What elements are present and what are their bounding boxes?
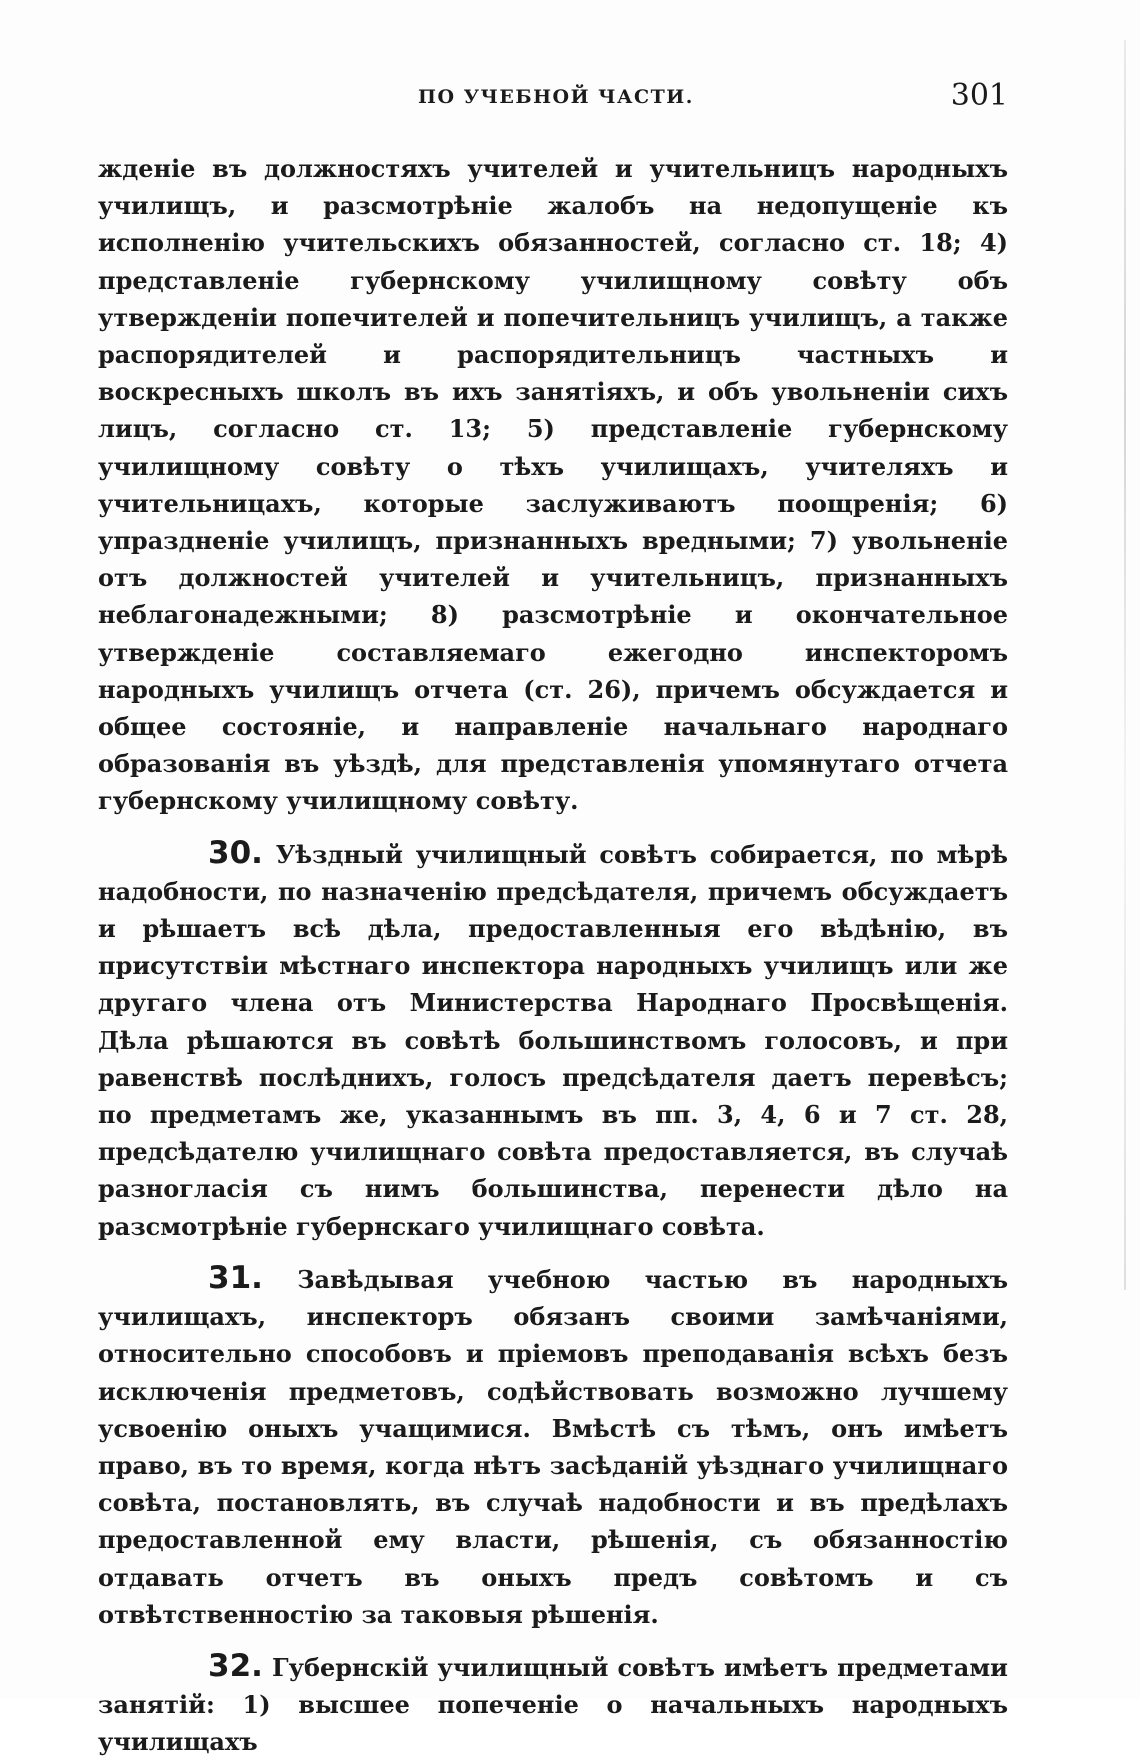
running-head — [98, 80, 1008, 120]
body-text — [98, 150, 1008, 1761]
section-number: 30. — [208, 834, 263, 871]
scan-edge-line — [1124, 40, 1126, 1290]
running-title: ПО УЧЕБНОЙ ЧАСТИ. — [418, 86, 694, 108]
paragraph-continuation — [98, 150, 1008, 820]
paragraph-text: Губернскій училищный совѣтъ имѣетъ предметами занятій: 1) высшее попеченіе о начальныхъ народныхъ училищахъ — [98, 1652, 1008, 1757]
paragraph-text: жденіе въ должностяхъ учителей и учительницъ народныхъ училищъ, и разсмотрѣніе жалобъ на недопущеніе къ исполненію учительскихъ обязанностей, согласно ст. 18; 4) представленіе губернскому училищному совѣту объ утвержденіи попечителей и попечительницъ училищъ, а также распорядителей и распорядительницъ частныхъ и воскресныхъ школъ въ ихъ занятіяхъ, и объ увольненіи сихъ лицъ, согласно ст. 13; 5) представленіе губернскому училищному совѣту о тѣхъ училищахъ, учителяхъ и учительницахъ, которые заслуживаютъ поощренія; 6) упраздненіе училищъ, признанныхъ вредными; 7) увольненіе отъ должностей учителей и учительницъ, признанныхъ неблагонадежными; 8) разсмотрѣніе и окончательное утвержденіе составляемаго ежегодно инспекторомъ народныхъ училищъ отчета (ст. 26), причемъ обсуждается и общее состояніе, и направленіе начальнаго народнаго образованія въ уѣздѣ, для представленія упомянутаго отчета губернскому училищному совѣту. — [98, 154, 1008, 816]
page-number: 301 — [950, 78, 1008, 113]
paragraph-section-30 — [98, 835, 1008, 1245]
paragraph-section-32 — [98, 1648, 1008, 1761]
section-number: 31. — [208, 1259, 263, 1296]
paragraph-section-31 — [98, 1260, 1008, 1633]
section-number: 32. — [208, 1647, 263, 1684]
paragraph-text: Уѣздный училищный совѣтъ собирается, по мѣрѣ надобности, по назначенію предсѣдателя, причемъ обсуждаетъ и рѣшаетъ всѣ дѣла, предоставленныя его вѣдѣнію, въ присутствіи мѣстнаго инспектора народныхъ училищъ или же другаго члена отъ Министерства Народнаго Просвѣщенія. Дѣла рѣшаются въ совѣтѣ большинствомъ голосовъ, и при равенствѣ послѣднихъ, голосъ предсѣдателя даетъ перевѣсъ; по предметамъ же, указаннымъ въ пп. 3, 4, 6 и 7 ст. 28, предсѣдателю училищнаго совѣта предоставляется, въ случаѣ разногласія съ нимъ большинства, перенести дѣло на разсмотрѣніе губернскаго училищнаго совѣта. — [98, 839, 1008, 1241]
paragraph-text: Завѣдывая учебною частью въ народныхъ училищахъ, инспекторъ обязанъ своими замѣчаніями, относительно способовъ и пріемовъ преподаванія всѣхъ безъ исключенія предметовъ, содѣйствовать возможно лучшему усвоенію оныхъ учащимися. Вмѣстѣ съ тѣмъ, онъ имѣетъ право, въ то время, когда нѣтъ засѣданій уѣзднаго училищнаго совѣта, постановлять, въ случаѣ надобности и въ предѣлахъ предоставленной ему власти, рѣшенія, съ обязанностію отдавать отчетъ въ оныхъ предъ совѣтомъ и съ отвѣтственностію за таковыя рѣшенія. — [98, 1264, 1008, 1629]
